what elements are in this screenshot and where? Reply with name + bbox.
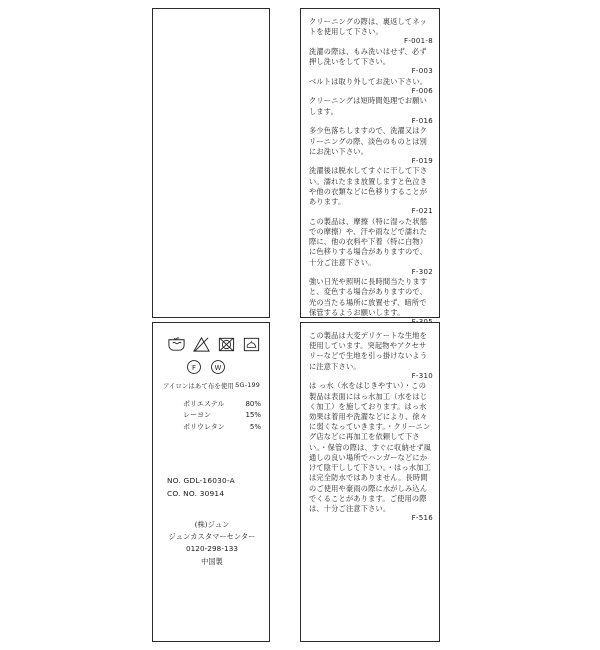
customer-phone: 0120-298-133	[185, 544, 239, 554]
instruction-block	[309, 166, 433, 216]
svg-text:W: W	[214, 363, 222, 372]
instruction-text: この製品は大変デリケートな生地を使用しています。突起物やアクセサリーなどで生地を引っ掛けないように注意下さい。	[309, 331, 428, 371]
care-symbol-row	[167, 335, 261, 354]
instruction-code: F-019	[411, 156, 433, 165]
instruction-block	[309, 381, 433, 523]
no-bleach-symbol	[192, 335, 211, 354]
fabric-material: ポリウレタン	[183, 422, 225, 431]
fabric-material: レーヨン	[183, 411, 211, 420]
instruction-text: クリーニングは短時間処理でお願いします。	[309, 96, 428, 116]
company-name: (株)ジュン	[194, 520, 230, 529]
identification-block	[167, 475, 235, 501]
care-instructions-bottom-text	[309, 331, 433, 524]
fabric-percent: 15%	[245, 411, 261, 420]
instruction-text: 洗濯後は脱水してすぐに干して下さい。濡れたまま放置しますと色泣きや他の衣類などに色移りすることがあります。	[309, 166, 428, 207]
instruction-code: F-001-8	[404, 37, 433, 46]
instruction-text: この製品は、摩擦（特に湿った状態での摩擦）や、汗や雨などで濡れた際に、他の衣料や下着（特に白物）に色移りする場合がありますので、十分ご注意下さい。	[309, 216, 428, 267]
table-row	[183, 422, 261, 433]
instruction-code: F-016	[411, 116, 433, 125]
svg-text:F: F	[192, 363, 196, 372]
fabric-composition-table	[183, 399, 261, 433]
instruction-block	[309, 77, 433, 97]
country-of-origin: 中国製	[201, 556, 223, 566]
dry-clean-f-symbol	[186, 359, 202, 375]
fabric-material: ポリエステル	[183, 400, 225, 408]
no-tumble-dry-symbol	[217, 335, 236, 354]
instruction-code: F-302	[411, 267, 433, 276]
sg-code: SG-199	[235, 381, 260, 389]
instruction-code: F-516	[411, 514, 433, 523]
blank-panel-top	[152, 8, 270, 318]
instruction-code: F-021	[411, 207, 433, 216]
care-instructions-panel-top	[300, 8, 440, 318]
care-instructions-panel-bottom	[300, 322, 440, 642]
wet-clean-w-symbol	[210, 359, 226, 375]
instruction-code: F-003	[411, 67, 433, 76]
instruction-text: 強い日光や照明に長時間当たりますと、変色する場合がありますので、光の当たる場所に放置せず、暗所で保管するようお願いします。	[309, 277, 428, 317]
care-info-panel	[152, 322, 270, 642]
product-no: NO. GDL-16030-A	[167, 476, 235, 485]
iron-low-symbol	[242, 335, 261, 354]
instruction-text: クリーニングの際は、裏返してネットを使用して下さい。	[309, 17, 428, 37]
care-symbol-row-2	[186, 359, 226, 375]
instruction-text: ベルトは取り外してお洗い下さい。	[309, 76, 428, 86]
instruction-text: 洗濯の際は、もみ洗いはせず、必ず押し洗いをして下さい。	[309, 46, 427, 67]
instruction-block	[309, 277, 433, 327]
instruction-block	[309, 17, 433, 47]
iron-note: アイロンはあて布を使用	[163, 382, 234, 390]
instruction-text: 多少色落ちしますので、洗濯又はクリーニングの際、淡色のものとは別にお洗い下さい。	[309, 126, 428, 156]
table-row	[183, 410, 261, 421]
care-instructions-top-text	[309, 17, 433, 328]
customer-center: ジュンカスタマーセンター	[168, 532, 256, 542]
instruction-code: F-310	[411, 371, 433, 380]
company-block	[153, 519, 271, 568]
fabric-percent: 5%	[249, 422, 261, 431]
instruction-code: F-006	[411, 86, 433, 95]
instruction-block	[309, 126, 433, 166]
instruction-block	[309, 96, 433, 126]
instruction-block	[309, 217, 433, 278]
company-no: CO. NO. 30914	[167, 488, 225, 498]
table-row	[183, 399, 261, 410]
hand-wash-symbol	[167, 335, 186, 354]
instruction-text: は っ水（水をはじきやすい）・この製品は表面にはっ水加工（水をはじく加工）を施しております。はっ水効果は着用や洗濯などにより、徐々に弱くなっていきます。・クリーニング店などに再加工を依頼して下さい。・保管の際は、すぐに収納せず風通しの良い場所でハンガーなどにかけて陰干しして下さい。・はっ水加工は完全防水ではありません。長時間のご使用や豪雨の際に水がしみ込んでくることがあります。ご使用の際は、十分ご注意下さい。	[309, 381, 431, 513]
instruction-block	[309, 47, 433, 77]
instruction-block	[309, 331, 433, 381]
fabric-percent: 80%	[245, 400, 261, 408]
